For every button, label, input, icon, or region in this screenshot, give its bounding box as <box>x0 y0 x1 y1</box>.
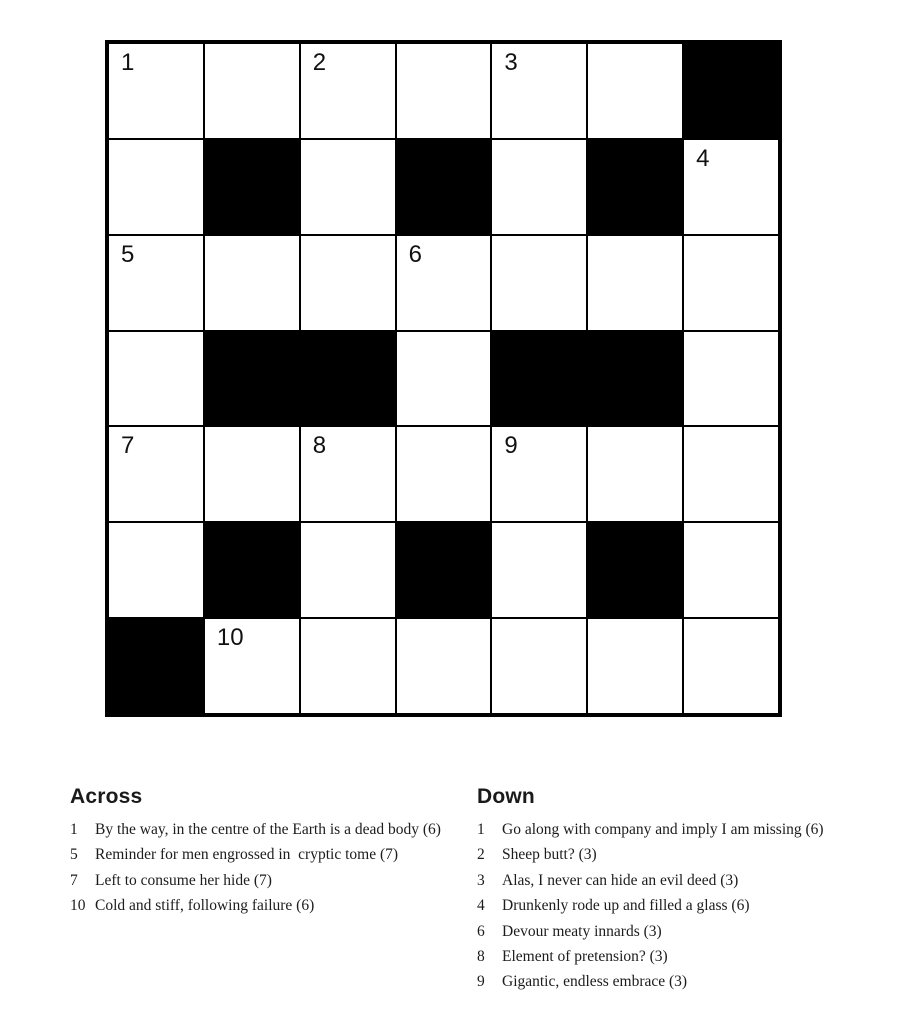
grid-cell[interactable] <box>396 331 492 427</box>
across-heading: Across <box>70 785 143 808</box>
grid-cell[interactable] <box>300 522 396 618</box>
grid-cell-black <box>108 618 204 714</box>
grid-cell-black <box>204 139 300 235</box>
clue-number: 7 <box>70 871 78 889</box>
across-clue-list <box>70 817 465 919</box>
clue-text: Go along with company and imply I am missing (6) <box>502 821 824 838</box>
cell-number: 2 <box>312 49 327 76</box>
cell-number: 5 <box>121 240 135 268</box>
clue-text: Sheep butt? (3) <box>502 846 597 864</box>
clue-down-3 <box>477 868 887 893</box>
clue-text: Gigantic, endless embrace (3) <box>502 973 688 991</box>
grid-cell-black <box>683 43 779 139</box>
grid-cell[interactable] <box>204 235 300 331</box>
crossword-grid <box>105 40 782 717</box>
clue-text: By the way, in the centre of the Earth is a dead body (6) <box>95 821 441 838</box>
clue-number: 1 <box>70 821 78 838</box>
clue-number: 6 <box>477 922 485 940</box>
grid-cell[interactable] <box>108 235 204 331</box>
grid-cell-black <box>587 522 683 618</box>
clue-number: 10 <box>70 897 86 915</box>
clue-down-8 <box>477 944 887 969</box>
clue-number: 2 <box>477 846 485 864</box>
clue-text: Element of pretension? (3) <box>502 948 668 966</box>
grid-cell[interactable] <box>491 522 587 618</box>
grid-cell[interactable] <box>683 522 779 618</box>
clue-number: 4 <box>477 897 485 915</box>
cell-number: 1 <box>121 49 135 76</box>
down-clues-section <box>477 784 887 995</box>
cell-number: 8 <box>312 432 327 460</box>
clue-text: Left to consume her hide (7) <box>95 871 272 889</box>
grid-cell[interactable] <box>587 618 683 714</box>
down-heading: Down <box>477 785 535 808</box>
grid-cell[interactable] <box>108 426 204 522</box>
down-clue-list <box>477 817 887 995</box>
grid-cell[interactable] <box>683 426 779 522</box>
across-clues-section <box>70 784 465 919</box>
grid-cell[interactable] <box>683 618 779 714</box>
grid-cell[interactable] <box>491 618 587 714</box>
clue-number: 9 <box>477 973 485 991</box>
grid-cell[interactable] <box>587 426 683 522</box>
grid-cell-black <box>300 331 396 427</box>
grid-cell[interactable] <box>491 139 587 235</box>
grid-cell[interactable] <box>108 43 204 139</box>
clue-number: 1 <box>477 821 485 838</box>
grid-cell[interactable] <box>204 618 300 714</box>
clue-across-10 <box>70 893 465 918</box>
clue-down-2 <box>477 842 887 867</box>
cell-number: 7 <box>121 432 135 460</box>
grid-cell[interactable] <box>204 426 300 522</box>
grid-cell[interactable] <box>491 235 587 331</box>
cell-number: 4 <box>696 144 710 172</box>
grid-cell[interactable] <box>396 426 492 522</box>
grid-cell-black <box>587 139 683 235</box>
cell-number: 9 <box>504 432 518 460</box>
cell-number: 10 <box>216 624 244 652</box>
clue-number: 3 <box>477 871 485 889</box>
grid-cell[interactable] <box>108 522 204 618</box>
grid-cell[interactable] <box>204 43 300 139</box>
grid-cell[interactable] <box>491 43 587 139</box>
clue-across-7 <box>70 868 465 893</box>
grid-cell[interactable] <box>300 235 396 331</box>
clue-number: 8 <box>477 948 485 966</box>
grid-cell[interactable] <box>683 235 779 331</box>
cell-number: 6 <box>408 240 422 268</box>
clue-text: Devour meaty innards (3) <box>502 922 662 940</box>
grid-cell-black <box>204 522 300 618</box>
grid-cell[interactable] <box>300 139 396 235</box>
clue-text: Reminder for men engrossed in cryptic tome (7) <box>95 846 399 864</box>
grid-cell[interactable] <box>683 139 779 235</box>
grid-cell[interactable] <box>683 331 779 427</box>
grid-cell[interactable] <box>396 618 492 714</box>
grid-cell[interactable] <box>300 426 396 522</box>
grid-cell-black <box>204 331 300 427</box>
clue-across-1 <box>70 817 465 842</box>
clue-text: Drunkenly rode up and filled a glass (6) <box>502 897 750 915</box>
clue-down-9 <box>477 969 887 994</box>
cell-number: 3 <box>504 49 518 76</box>
clue-across-5 <box>70 842 465 867</box>
grid-cell[interactable] <box>396 43 492 139</box>
grid-cell[interactable] <box>587 235 683 331</box>
grid-cell-black <box>587 331 683 427</box>
grid-cell[interactable] <box>491 426 587 522</box>
grid-cell-black <box>396 139 492 235</box>
grid-cell[interactable] <box>396 235 492 331</box>
clue-text: Cold and stiff, following failure (6) <box>95 897 315 915</box>
clue-down-6 <box>477 919 887 944</box>
clue-down-1 <box>477 817 887 842</box>
clue-down-4 <box>477 893 887 918</box>
grid-cell[interactable] <box>108 331 204 427</box>
clue-number: 5 <box>70 846 78 864</box>
grid-cell[interactable] <box>300 43 396 139</box>
grid-cell-black <box>491 331 587 427</box>
grid-cell[interactable] <box>108 139 204 235</box>
clue-text: Alas, I never can hide an evil deed (3) <box>502 871 739 889</box>
grid-cell[interactable] <box>587 43 683 139</box>
grid-cell[interactable] <box>300 618 396 714</box>
grid-cell-black <box>396 522 492 618</box>
